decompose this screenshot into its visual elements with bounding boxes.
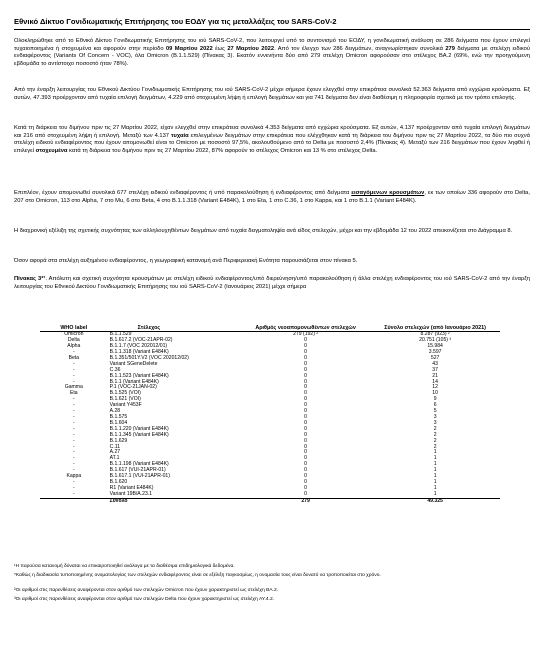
new-count-cell: 0 bbox=[304, 402, 307, 409]
paragraph-totals: Από την έναρξη λειτουργίας του Εθνικού Δικτύου Γονιδιωματικής Επιτήρησης του ιού SARS-CoV-2 μέχρι σήμερα έχουν ελεγχθεί στην επικράτεια συνολικά 52.363 δείγματα από εγχώρια κρούσματα. Εξ αυτών, 47.393 προέρχονταν από τυχαία επιλογή δειγμάτων, 4.229 από στοχευμένη λήψη ή επιλογή δειγμάτων και για 741 δείγματα δεν είναι διαθέσιμη η πληροφορία σχετικά με τον τρόπο επιλογής. bbox=[14, 87, 530, 101]
strain-cell: B.1.1.220 (Variant E484K) bbox=[109, 425, 169, 432]
new-count-cell: 0 bbox=[304, 478, 307, 485]
text-run: δείγματα με στελέχη ειδικού ενδιαφέροντος (Variants Of Concern - VOC), όλα Omicron (B.1.1.529) (Πίνακας 3). Εκατόν εννενήντα δύο από 279 στελέχη Omicron αφορούσαν στο στέλεχος BA.2 (69%, ενώ την προηγούμενη εβδομάδα το αντίστοιχο ποσοστό ήταν 78%). bbox=[14, 45, 530, 68]
who-label-cell: Kappa bbox=[66, 473, 82, 480]
text-run: κατά τη διάρκεια του διμήνου πριν τις 27 Μαρτίου 2022, 87% αφορούν το στέλεχος Omicron και 13 % στο στέλεχος Delta. bbox=[67, 148, 378, 155]
text-run: . Από τον έλεγχο των 286 δειγμάτων, αναγνωρίστηκαν συνολικά bbox=[274, 45, 446, 52]
new-count-cell: 0 bbox=[304, 484, 307, 491]
bold-text-run: 27 Μαρτίου 2022 bbox=[227, 45, 275, 52]
strain-cell: B.1.1.529 bbox=[109, 331, 132, 338]
who-label-cell: - bbox=[72, 461, 75, 468]
strain-cell: B.1.620 bbox=[109, 478, 128, 485]
text-run: Κατά τη διάρκεια του διμήνου πριν τις 27 Μαρτίου 2022, είχαν ελεγχθεί στην επικράτεια συνολικά 4.353 δείγματα από εγχώρια κρούσματα. Εξ αυτών, 4.137 προέρχονταν από τυχαία επιλογή δειγμάτων και 216 από στοχευμένη λήψη ή επιλογή. Μεταξύ των 4.137 bbox=[14, 125, 530, 139]
who-label-cell: - bbox=[72, 443, 75, 450]
strain-cell: Variant Y453F bbox=[109, 402, 142, 409]
new-count-cell: 0 bbox=[304, 378, 307, 385]
new-count-cell: 0 bbox=[304, 461, 307, 468]
header-who-label: WHO label bbox=[60, 325, 88, 331]
who-label-cell: Eta bbox=[69, 390, 78, 397]
total-count-cell: 2 bbox=[433, 431, 437, 438]
total-count-cell: 9 bbox=[433, 396, 437, 403]
caption-label: Πίνακας 3*¹ bbox=[14, 276, 46, 282]
who-label-cell: - bbox=[72, 366, 75, 373]
who-label-cell: - bbox=[72, 408, 75, 415]
who-label-cell: - bbox=[72, 437, 75, 444]
who-label-cell: - bbox=[72, 467, 75, 474]
new-count-cell: 0 bbox=[304, 337, 307, 344]
table-caption bbox=[14, 276, 530, 291]
total-count-cell: 43 bbox=[432, 360, 438, 367]
strain-cell: B.1.351/501Y.V2 (VOC 202012/02) bbox=[109, 354, 189, 361]
total-count-cell: 14 bbox=[432, 378, 438, 385]
total-count-cell: 3 bbox=[433, 419, 437, 426]
strain-cell: B.1.1.345 (Variant E484K) bbox=[109, 431, 169, 438]
header-strain: Στέλεχος bbox=[137, 325, 161, 331]
who-label-cell: - bbox=[72, 378, 75, 385]
strain-cell: B.1.525 (VOI) bbox=[109, 390, 141, 397]
strain-cell: Variant SGeneDelete bbox=[109, 360, 158, 367]
new-count-cell: 0 bbox=[304, 360, 307, 367]
total-count-cell: 10 bbox=[432, 390, 438, 397]
new-count-cell: 0 bbox=[304, 413, 307, 420]
strain-cell: Variant 19B/A.23.1 bbox=[109, 490, 153, 497]
bold-text-run: 09 Μαρτίου 2022 bbox=[165, 45, 213, 52]
total-count-cell: 1 bbox=[433, 449, 437, 456]
who-label-cell: - bbox=[72, 431, 75, 438]
new-count-cell: 0 bbox=[304, 408, 307, 415]
strain-cell: A.28 bbox=[109, 408, 121, 415]
bold-text-run: τυχαία bbox=[170, 132, 189, 139]
strain-cell: B.1.1 (Variant E484K) bbox=[109, 378, 159, 385]
who-label-cell: - bbox=[72, 484, 75, 491]
text-run: έως bbox=[212, 45, 228, 52]
who-label-cell: - bbox=[72, 396, 75, 403]
strain-cell: B.1.621 (VOI) bbox=[109, 396, 141, 403]
strain-cell: B.1.617.2 (VOC-21APR-02) bbox=[109, 337, 173, 344]
who-label-cell: - bbox=[72, 425, 75, 432]
total-count-cell: 1 bbox=[433, 455, 437, 462]
who-label-cell: - bbox=[72, 490, 75, 497]
total-count-cell: 3 bbox=[433, 413, 437, 420]
strain-cell: B.1.1.7 (VOC 202012/01) bbox=[109, 343, 168, 350]
header-new-count: Αριθμός νεοαπομονωθέντων στελεχών bbox=[255, 325, 356, 331]
who-label-cell: - bbox=[72, 349, 75, 356]
who-label-cell: Delta bbox=[67, 337, 80, 344]
strain-cell: A.27 bbox=[109, 449, 121, 456]
total-count-cell: 12 bbox=[432, 384, 438, 391]
strain-cell: B.1.604 bbox=[109, 419, 128, 426]
who-label-cell: - bbox=[72, 419, 75, 426]
total-label-cell: Σύνολο bbox=[108, 498, 241, 505]
footnote: ²Οι αριθμοί στις παρενθέσεις αναφέρονται στον αριθμό των στελεχών Omicron που έχουν χαρακτηριστεί ως στελέχη BA.2. bbox=[14, 588, 279, 593]
total-count-cell: 37 bbox=[432, 366, 438, 373]
who-label-cell: Beta bbox=[68, 354, 80, 361]
text-run: , εκ των οποίων 336 αφορούν στο Delta, 207 στο Omicron, 113 στο Alpha, 7 στο Mu, 6 στο Beta, 4 στο B.1.1.318 (Variant E484K), 1 στο Eta, 1 στο C.36, 1 στο Kappa, και 1 στο B.1.1 (Variant E484K). bbox=[14, 190, 530, 204]
table-total-row bbox=[40, 498, 500, 505]
total-count-cell: 15.984 bbox=[427, 343, 443, 350]
new-count-cell: 0 bbox=[304, 349, 307, 356]
caption-text: . Απόλυτη και σχετική συχνότητα κρουσμάτων με στελέχη ειδικού ενδιαφέροντος/υπό διερεύνηση/υπό παρακολούθηση ή άλλα στελέχη ενδιαφέροντος του ιού SARS-CoV-2 από την έναρξη λειτουργίας του Εθνικού Δικτύου Γονιδιωματικής Επιτήρησης του ιού SARS-CoV-2 (Ιανουάριος 2021) μέχρι σήμερα bbox=[14, 276, 530, 290]
who-label-cell: - bbox=[72, 449, 75, 456]
total-count-cell: 1 bbox=[433, 484, 437, 491]
total-count-cell: 5 bbox=[433, 408, 437, 415]
new-count-cell: 0 bbox=[304, 490, 307, 497]
new-count-cell: 0 bbox=[304, 443, 307, 450]
bold-text-run: στοχευμένα bbox=[35, 148, 68, 155]
new-count-cell: 0 bbox=[304, 449, 307, 456]
new-count-cell: 0 bbox=[304, 396, 307, 403]
variants-table bbox=[40, 325, 500, 506]
paragraph-trend: Η διαχρονική εξέλιξη της σχετικής συχνότητας των αλληλουχηθέντων δειγμάτων από τυχαία δειγματοληψία ανά είδος στελεχών, μέχρι και την εβδομάδα 12 του 2022 απεικονίζεται στο Διάγραμμα 8. bbox=[14, 228, 513, 234]
total-count-cell: 1 bbox=[433, 490, 437, 497]
text-run: επιλεγμένων δειγμάτων στην επικράτεια που ελέγχθηκαν κατά τη διάρκεια του διμήνου πριν τις 27 Μαρτίου 2022, τα δύο πιο συχνά στελέχη ειδικού ενδιαφέροντος που έχουν απομονωθεί είναι το Omicron με ποσοστό 97,5%, ακολουθούμενο από το Delta με ποσοστό 2,4% (Πίνακας 4). Μεταξύ των 216 δειγμάτων που έχουν ληφθεί ή επιλεγεί bbox=[14, 132, 531, 155]
new-count-cell: 0 bbox=[304, 390, 307, 397]
who-label-cell bbox=[40, 498, 108, 505]
total-count-cell: 21 bbox=[432, 372, 438, 379]
text-run: Επιπλέον, έχουν απομονωθεί συνολικά 677 στελέχη ειδικού ενδιαφέροντος ή υπό παρακολούθηση ή ενδιαφέροντος από δείγματα bbox=[14, 190, 352, 196]
strain-cell: C.36 bbox=[109, 366, 121, 373]
who-label-cell: - bbox=[72, 478, 75, 485]
new-count-cell: 279 (192) ² bbox=[293, 331, 319, 338]
header-total-count: Σύνολο στελεχών (από Ιανουάριο 2021) bbox=[384, 325, 486, 331]
paragraph-imported bbox=[14, 190, 530, 205]
new-count-cell: 0 bbox=[304, 467, 307, 474]
strain-cell: B.1.617 (VUI-21APR-01) bbox=[109, 467, 166, 474]
footnote: ³Οι αριθμοί στις παρενθέσεις αναφέρονται στον αριθμό των στελεχών Delta που έχουν χαρακτηριστεί ως στελέχη AY.4.2. bbox=[14, 597, 275, 602]
new-count-cell: 0 bbox=[304, 372, 307, 379]
total-count-cell: 1 bbox=[433, 461, 437, 468]
new-count-cell: 0 bbox=[304, 354, 307, 361]
new-count-cell: 0 bbox=[304, 473, 307, 480]
total-count-cell: 6 bbox=[433, 402, 437, 409]
text-run: Ολοκληρώθηκε από το Εθνικό Δίκτυο Γονιδιωματικής Επιτήρησης του ιού SARS-CoV-2, που λειτουργεί υπό το συντονισμό του ΕΟΔΥ, η γονιδιωματική ανάλυση σε 286 δείγματα που έχουν επιλεγεί τυχαιοποιημένα ή στοχευμένα και αφορούν στην περίοδο bbox=[14, 38, 530, 52]
new-count-cell: 0 bbox=[304, 366, 307, 373]
bold-text-run: 279 bbox=[445, 45, 455, 52]
who-label-cell: - bbox=[72, 372, 75, 379]
who-label-cell: Omicron bbox=[64, 331, 84, 338]
document-header: Εθνικό Δίκτυο Γονιδιωματικής Επιτήρησης του ΕΟΔΥ για τις μεταλλάξεις του SARS-CoV-2 bbox=[14, 17, 337, 26]
total-count-cell: 527 bbox=[430, 354, 440, 361]
paragraph-two-month bbox=[14, 125, 530, 156]
who-label-cell: Gamma bbox=[64, 384, 83, 391]
total-count-cell: 2 bbox=[433, 437, 437, 444]
total-count-cell: 3.597 bbox=[428, 349, 442, 356]
strain-cell: R1 (Variant E484K) bbox=[109, 484, 154, 491]
total-count-cell: 8.287 (923) ² bbox=[420, 331, 450, 338]
new-count-cell: 279 bbox=[241, 498, 370, 505]
new-count-cell: 0 bbox=[304, 431, 307, 438]
new-count-cell: 0 bbox=[304, 437, 307, 444]
strain-cell: P.1 (VOC-21JAN-02) bbox=[109, 384, 157, 391]
strain-cell: C.11 bbox=[109, 443, 121, 450]
new-count-cell: 0 bbox=[304, 455, 307, 462]
new-count-cell: 0 bbox=[304, 419, 307, 426]
footnote: *Καθώς η διαδικασία τυποποιημένης ονοματολογίας των στελεχών ενδιαφέροντος είναι σε εξέλιξη παγκοσμίως, η ονομασία τους είναι δυνατό να τροποποιείται στο χρόνο. bbox=[14, 573, 381, 578]
strain-cell: B.1.1.198 (Variant E484K) bbox=[109, 461, 169, 468]
total-count-cell: 1 bbox=[433, 467, 437, 474]
total-count-cell: 2 bbox=[433, 425, 437, 432]
strain-cell: B.1.629 bbox=[109, 437, 128, 444]
who-label-cell: Alpha bbox=[67, 343, 81, 350]
strain-cell: B.1.1.523 (Variant E484K) bbox=[109, 372, 169, 379]
footnote: ¹Η παρούσα κατανομή δύναται να επικαιροποιηθεί ανάλογα με τα διαθέσιμα επιδημιολογικά δεδομένα. bbox=[14, 564, 235, 569]
total-count-cell: 20.751 (105) ³ bbox=[419, 337, 452, 344]
total-count-cell: 1 bbox=[433, 478, 437, 485]
total-count-cell: 2 bbox=[433, 443, 437, 450]
strain-cell: B.1.575 bbox=[109, 413, 128, 420]
total-count-cell: 49.325 bbox=[370, 498, 500, 505]
strain-cell: AT.1 bbox=[109, 455, 120, 462]
paragraph-geo: Όσον αφορά στα στελέχη αυξημένου ενδιαφέροντος, η γεωγραφική κατανομή ανά Περιφερειακή Ενότητα παρουσιάζεται στον πίνακα 5. bbox=[14, 258, 358, 264]
who-label-cell: - bbox=[72, 413, 75, 420]
who-label-cell: - bbox=[72, 402, 75, 409]
new-count-cell: 0 bbox=[304, 425, 307, 432]
who-label-cell: - bbox=[72, 455, 75, 462]
strain-cell: B.1.617.1 (VUI-21APR-01) bbox=[109, 473, 170, 480]
underlined-text-run: εισαγόμενων κρουσμάτων bbox=[351, 190, 425, 196]
new-count-cell: 0 bbox=[304, 343, 307, 350]
strain-cell: B.1.1.318 (Variant E484K) bbox=[109, 349, 169, 356]
header-divider bbox=[14, 29, 530, 30]
total-count-cell: 1 bbox=[433, 473, 437, 480]
who-label-cell: - bbox=[72, 360, 75, 367]
new-count-cell: 0 bbox=[304, 384, 307, 391]
paragraph-summary bbox=[14, 38, 530, 69]
